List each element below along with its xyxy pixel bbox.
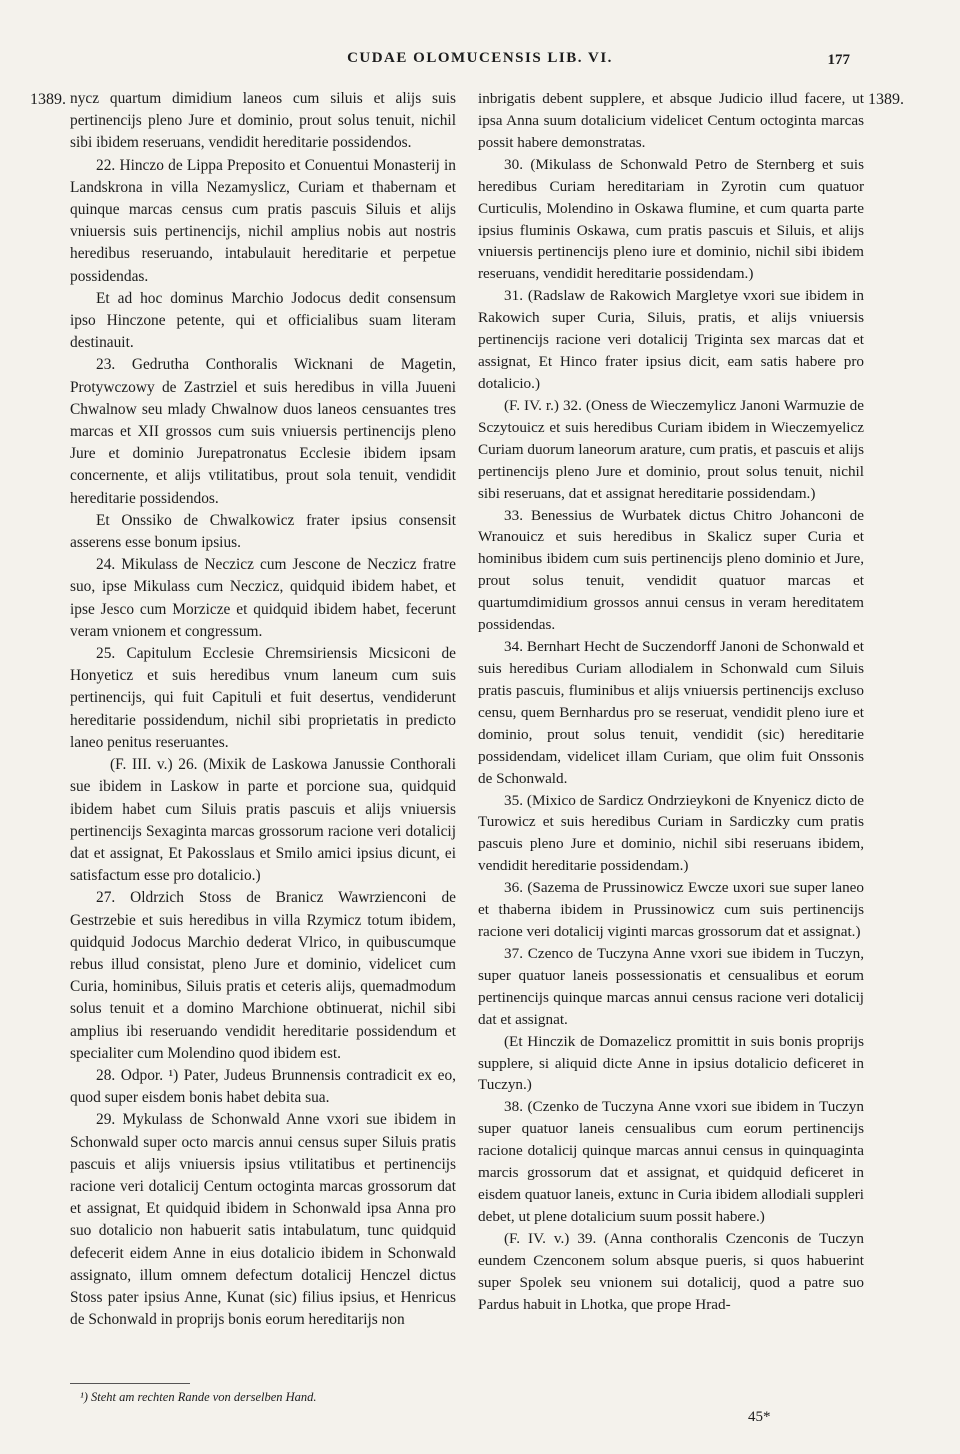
paragraph: 33. Benessius de Wurbatek dictus Chitro Johanconi de Wranouicz et suis heredibus in Skalicz super Curia et hominibus ibidem cum suis pertinencijs pleno dominio et Jure, prout solus tenuit, vendidit quatuor marcas et quartumdimidium grossos annui census in veram hereditatem possidendas. (478, 506, 864, 634)
paragraph: nycz quartum dimidium laneos cum siluis et alijs suis pertinencijs pleno Jure et dominio, prout solus tenuit, nichil sibi ibidem reseruans, vendidit hereditarie possidendos. (70, 90, 456, 152)
paragraph: 35. (Mixico de Sardicz Ondrzieykoni de Knyenicz dicto de Turowicz et suis heredibus Curiam in Sardiczky cum pratis pascuis pleno Jure et dominio, nichil sibi reseruans ibidem, vendidit hereditarie possidendam.) (478, 791, 864, 875)
paragraph: 36. (Sazema de Prussinowicz Ewcze uxori sue super laneo et thaberna ibidem in Prussinowicz cum suis pertinencijs racione veri dotalicij viginti marcas grossorum dat et assignat.) (478, 879, 864, 941)
paragraph: 34. Bernhart Hecht de Suczendorff Janoni de Schonwald et suis heredibus Curiam allodialem in Schonwald cum Siluis pratis pascuis, fluminibus et alijs vniuersis pertinencijs excluso censu, quem Bernhardus pro se reseruat, vendidit pleno iure et dominio, prout solus tenuit, vendidit (sic) hereditarie possidendam, videlicet illam Curiam, que olim fuit Onssonis de Schonwald. (478, 638, 864, 787)
right-column (478, 88, 864, 1316)
paragraph: Et ad hoc dominus Marchio Jodocus dedit consensum ipso Hinczone petente, qui et officialibus suam literam destinauit. (70, 289, 456, 352)
paragraph: 22. Hinczo de Lippa Preposito et Conuentui Monasterij in Landskrona in villa Nezamyslicz, Curiam et thabernam et quinque marcas census cum pratis pascuis Siluis et alijs vniuersis suis pertinencijs, nichil amplius nobis aut nostris heredibus reseruando, intabulauit hereditarie et perpetue possidendas. (70, 156, 456, 285)
paragraph: 25. Capitulum Ecclesie Chremsiriensis Micsiconi de Honyeticz et suis heredibus vnum laneum cum suis pertinencijs, qui fuit Capituli et fuit desertus, vendiderunt hereditarie possidendum, nichil sibi proprietatis in predicto laneo penitus reseruantes. (70, 645, 456, 751)
running-title: CUDAE OLOMUCENSIS LIB. VI. (347, 50, 613, 66)
margin-year-left: 1389. (30, 91, 66, 108)
page-number: 177 (827, 52, 850, 68)
paragraph: 37. Czenco de Tuczyna Anne vxori sue ibidem in Tuczyn, super quatuor laneis possessionatis et censualibus et eorum pertinencijs quinque marcas annui census racione veri dotalicij dat et assignat. (478, 944, 864, 1028)
paragraph: 24. Mikulass de Neczicz cum Jescone de Neczicz fratre suo, ipse Mikulass cum Neczicz, quidquid ibidem habet, et ipse Jesco cum Morzicze et quidquid ibidem habet, fecerunt veram vnionem et congressum. (70, 556, 456, 640)
margin-year-right: 1389. (868, 91, 904, 108)
left-column (70, 88, 456, 1331)
paragraph: (Et Hinczik de Domazelicz promittit in suis bonis proprijs supplere, si aliquid dicte Anne in ipsius dotalicio deficeret in Tuczyn.) (478, 1032, 864, 1094)
footnote: ¹) Steht am rechten Rande von derselben Hand. (80, 1390, 317, 1404)
paragraph: 29. Mykulass de Schonwald Anne vxori sue ibidem in Schonwald super octo marcis annui census super Siluis pratis pascuis et alijs vniuersis ipsius vtilitatibus et pertinencijs racione veri dotalicij Centum octoginta marcas grossorum dat et assignat, Et quidquid ibidem in Schonwald ipsa Anna pro suo dotalicio non habuerit satis intabulatum, tunc quidquid defecerit eidem Anne in eius dotalicio ibidem in Schonwald assignato, illum omnem defectum dotalicij Henczel dictus Stoss pater ipsius Anne, Kunat (sic) filius ipsius, et Henricus de Schonwald in proprijs bonis eorum hereditarijs non (70, 1111, 456, 1329)
paragraph: 28. Odpor. ¹) Pater, Judeus Brunnensis contradicit ex eo, quod super eisdem bonis habet debita sua. (70, 1066, 456, 1107)
paragraph: (F. IV. r.) 32. (Oness de Wieczemylicz Janoni Warmuzie de Sczytouicz et suis heredibus Curiam ibidem in Wieczemyelicz Curiam duorum laneorum arature, cum pratis, et pascuis et alijs pertinencijs pleno Jure et dominio, prout solus tenuit, nichil sibi reseruans, dat et assignat hereditarie possidendam.) (478, 396, 864, 502)
paragraph: 31. (Radslaw de Rakowich Margletye vxori sue ibidem in Rakowich super Curia, Siluis, pratis, et alijs vniuersis pertinencijs racione veri dotalicij Triginta sex marcas dat et assignat, Et Hinco frater ipsius dicit, eam satis habere pro dotalicio.) (478, 287, 864, 392)
paragraph: (F. IV. v.) 39. (Anna conthoralis Czenconis de Tuczyn eundem Czenconem solum absque pueris, si quos habuerint super Spolek seu vnionem sui dotalicij, quod a patre suo Pardus habuit in Lhotka, que prope Hrad- (478, 1229, 864, 1313)
paragraph: 23. Gedrutha Conthoralis Wicknani de Magetin, Protywczowy de Zastrziel et suis heredibus in villa Juueni Chwalnow seu mlady Chwalnow duos laneos censuantes tres marcas et XII grossos cum suis vniuersis pertinencijs pleno Jure et dominio Jurepatronatus Ecclesie ibidem ipsam concernente, et alijs vtilitatibus, prout sola tenuit, vendidit hereditarie possidendos. (70, 356, 456, 507)
paragraph: Et Onssiko de Chwalkowicz frater ipsius consensit asserens esse bonum ipsius. (70, 511, 456, 552)
paragraph: 30. (Mikulass de Schonwald Petro de Sternberg et suis heredibus Curiam hereditariam in Zyrotin cum quatuor Curticulis, Molendino in Oskawa flumine, et cum quarta parte ipsius fluminis Oskawa, cum pratis pascuis et Siluis, et alijs vniuersis pertinencijs pleno iure et dominio, nichil sibi ibidem reseruans, vendidit hereditarie possidendam.) (478, 155, 864, 283)
paragraph: 38. (Czenko de Tuczyna Anne vxori sue ibidem in Tuczyn super quatuor laneis censualibus cum eorum pertinencijs racione dotalicij quinque marcas annui census in quinquaginta marcis grossorum dat et assignat, et quidquid deficeret in eisdem quatuor laneis, extunc in Curia ibidem allodiali suppleri debet, ut plene dotalicium suum possit habere.) (478, 1098, 864, 1226)
paragraph: 27. Oldrzich Stoss de Branicz Wawrzienconi de Gestrzebie et suis heredibus in villa Rzymicz totum ibidem, quidquid Jodocus Marchio dederat Vlrico, in quibuscumque rebus illud consistat, pleno Jure et dominio, videlicet cum Curia, hominibus, Siluis pratis et ceteris alijs, quemadmodum solus tenuit et a domino Marchione obtinuerat, nichil sibi amplius ibi reseruando vendidit hereditarie possidendum et specialiter cum Molendino quod ibidem est. (70, 889, 456, 1062)
footnote-divider (70, 1383, 190, 1384)
signature-mark: 45* (748, 1409, 771, 1425)
paragraph: (F. III. v.) 26. (Mixik de Laskowa Janussie Conthorali sue ibidem in Laskow in parte et porcione sua, quidquid ibidem habet cum Siluis pratis pascuis et alijs vniuersis pertinencijs Sexaginta marcas grossorum racione veri dotalicij dat et assignat, Et Pakosslaus et Smilo amici ipsius dicunt, ei satisfactum esse pro dotalicio.) (70, 756, 456, 885)
paragraph: inbrigatis debent supplere, et absque Judicio illud facere, ut ipsa Anna suum dotalicium videlicet Centum octoginta marcas possit habere demonstratas. (478, 90, 864, 151)
